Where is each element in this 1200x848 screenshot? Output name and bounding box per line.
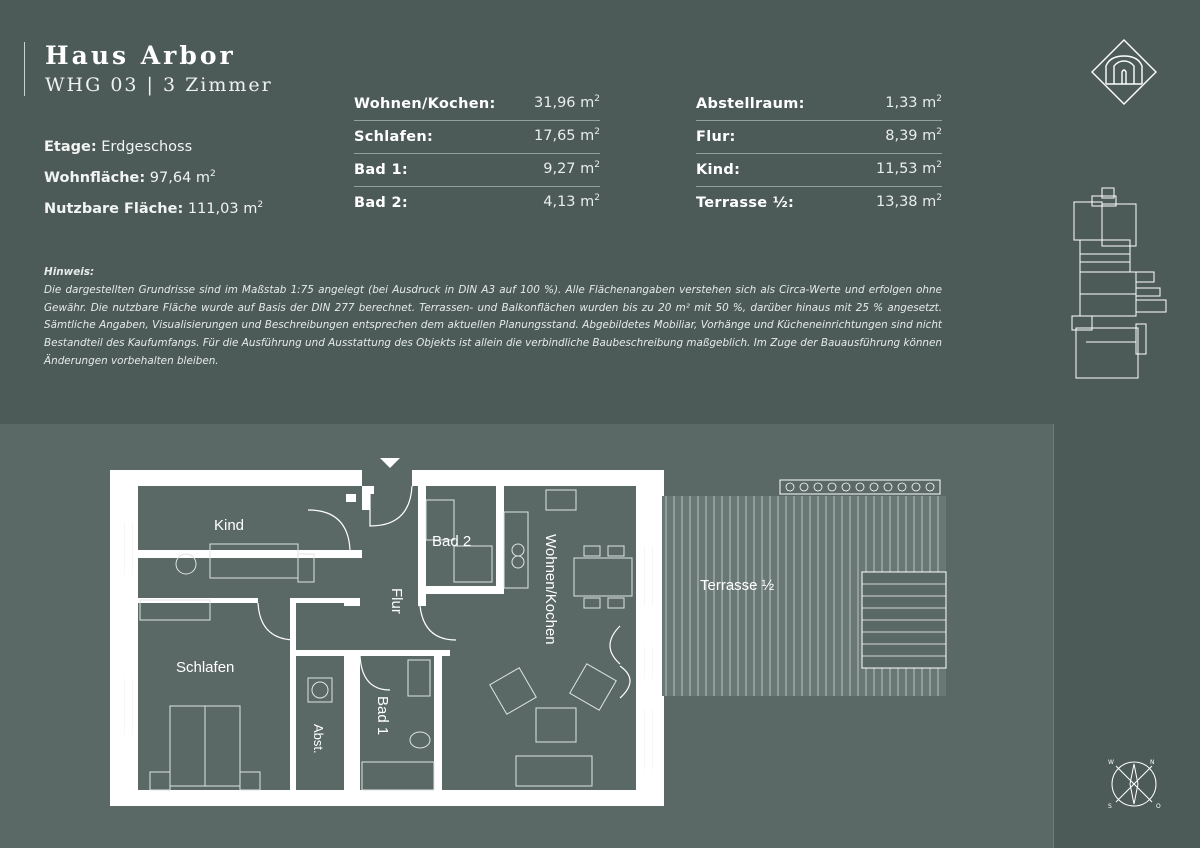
room-label-abst: Abst. (311, 724, 326, 754)
note-text: Die dargestellten Grundrisse sind im Maßstab 1:75 angelegt (bei Ausdruck in DIN A3 auf 100 %). Alle Flächenangaben verstehen sich als Circa-Werte und erfolgen ohne Gewähr. Die nutzbare Fläche wurde auf Basis der DIN 277 berechnet. Terrassen- und Balkonflächen wurden bis zu 20 m² mit 50 %, darüber hinaus mit 25 % angesetzt. Sämtliche Angaben, Visualisierungen und Beschreibungen entsprechen dem aktuellen Planungsstand. Abgebildetes Mobiliar, Vorhänge und Kücheneinrichtungen sind nicht Bestandteil des Kaufumfangs. Für die Ausführung und Ausstattung des Objekts ist allein die verbindliche Baubeschreibung maßgeblich. Im Zuge der Bauausführung können Änderungen vorbehalten bleiben. (44, 283, 942, 367)
room-label-bad1: Bad 1 (374, 696, 391, 736)
room-label-schlafen: Schlafen (176, 659, 235, 676)
area-row: Bad 2: 4,13 $m^2$ (354, 192, 600, 211)
disclaimer-note (44, 264, 942, 371)
floor-plan (100, 450, 960, 830)
compass-s: S (1108, 803, 1112, 810)
area-row: Terrasse ½: 13,38 $m^2$ (696, 192, 942, 211)
unit-subtitle: WHG 03 | 3 Zimmer (45, 74, 273, 96)
logo-icon (1088, 36, 1160, 108)
area-table-left (354, 88, 600, 219)
area-row: Abstellraum: 1,33 $m^2$ (696, 88, 942, 121)
fact-etage: Etage: Erdgeschoss (44, 139, 193, 155)
room-label-terrasse: Terrasse ½ (700, 577, 775, 594)
room-label-bad2: Bad 2 (432, 533, 472, 550)
fact-wohnflaeche: Wohnfläche: 97,64 $m^2$ (44, 169, 216, 186)
compass-n: N (1150, 759, 1155, 766)
compass-icon (1106, 756, 1162, 812)
room-label-kind: Kind (214, 517, 245, 534)
area-row: Kind: 11,53 $m^2$ (696, 154, 942, 187)
fact-nutzflaeche: Nutzbare Fläche: 111,03 $m^2$ (44, 199, 264, 217)
compass-o: O (1156, 803, 1161, 810)
area-row: Wohnen/Kochen: 31,96 $m^2$ (354, 88, 600, 121)
house-title: Haus Arbor (45, 41, 236, 70)
area-table-right (696, 88, 942, 219)
site-plan-icon (1066, 182, 1170, 382)
room-label-wohnen: Wohnen/Kochen (542, 534, 559, 645)
note-heading: Hinweis: (44, 266, 95, 278)
area-row: Flur: 8,39 $m^2$ (696, 121, 942, 154)
entrance-arrow (380, 458, 400, 468)
unit-facts (44, 134, 263, 223)
brand-block (24, 42, 273, 96)
area-row: Schlafen: 17,65 $m^2$ (354, 121, 600, 154)
area-row: Bad 1: 9,27 $m^2$ (354, 154, 600, 187)
compass-w: W (1108, 759, 1114, 766)
room-label-flur: Flur (388, 588, 405, 614)
